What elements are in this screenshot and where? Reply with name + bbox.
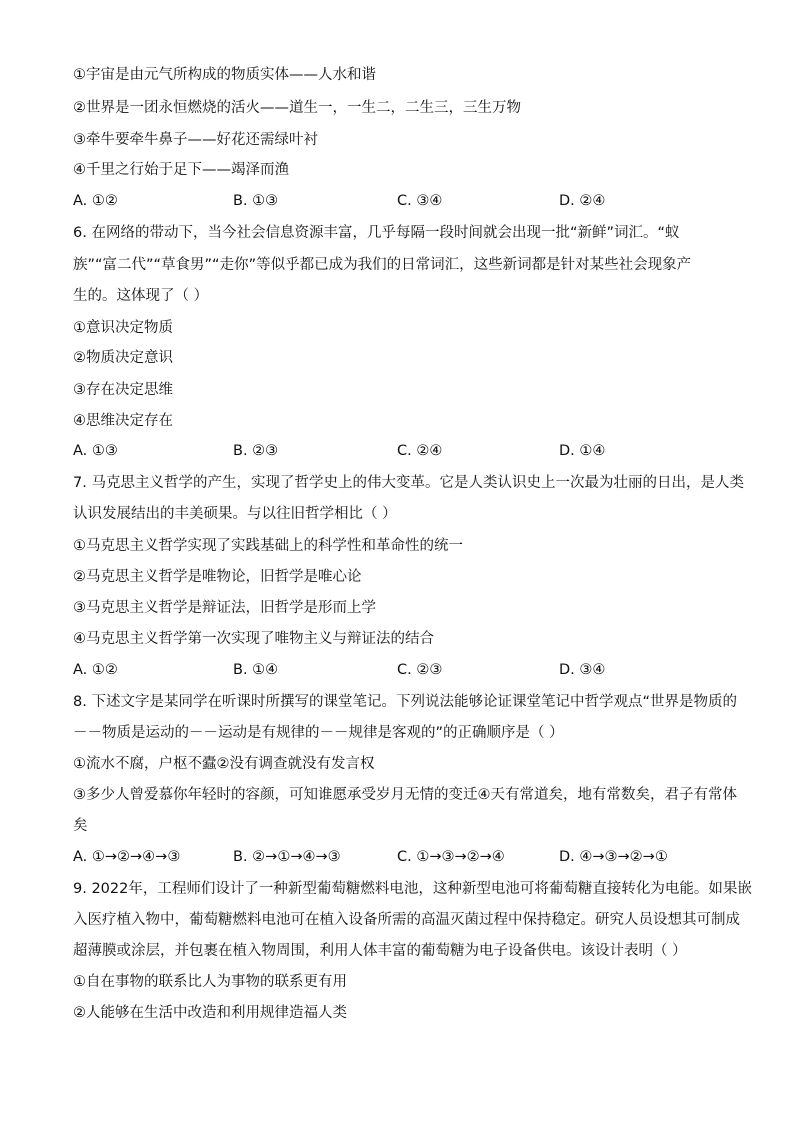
- q8-item-2: ③多少人曾爱慕你年轻时的容颜，可知谁愿承受岁月无情的变迁④天有常道矣，地有常数矣，君子有常体: [73, 787, 737, 803]
- q6-stem-line-2: 族”“富二代”“草食男”“走你”等似乎都已成为我们的日常词汇，这些新词都是针对某些社会现象产: [73, 257, 692, 273]
- q5-option-b: B. ①③: [233, 193, 279, 209]
- q7-item-4: ④马克思主义哲学第一次实现了唯物主义与辩证法的结合: [73, 631, 434, 647]
- q7-option-c: C. ②③: [397, 662, 443, 678]
- q7-stem-line-2: 认识发展结出的丰美硕果。与以往旧哲学相比（ ）: [73, 506, 397, 522]
- q6-item-1: ①意识决定物质: [73, 320, 173, 336]
- q8-option-c: C. ①→③→②→④: [397, 849, 505, 865]
- q7-stem-line-1: 7. 马克思主义哲学的产生，实现了哲学史上的伟大变革。它是人类认识史上一次最为壮丽的日出，是人类: [73, 475, 744, 491]
- q6-item-4: ④思维决定存在: [73, 413, 173, 429]
- q7-option-b: B. ①④: [233, 662, 279, 678]
- q7-options: [73, 660, 713, 680]
- q6-stem-line-3: 生的。这体现了（ ）: [73, 288, 209, 304]
- q5-option-d: D. ②④: [559, 193, 606, 209]
- q7-option-a: A. ①②: [73, 662, 118, 678]
- q5-option-c: C. ③④: [397, 193, 443, 209]
- q8-item-1: ①流水不腐，户枢不蠹②没有调查就没有发言权: [73, 756, 375, 772]
- q8-stem-line-1: 8. 下述文字是某同学在听课时所撰写的课堂笔记。下列说法能够论证课堂笔记中哲学观点“世界是物质的: [73, 694, 737, 710]
- q7-item-2: ②马克思主义哲学是唯物论，旧哲学是唯心论: [73, 569, 362, 585]
- q9-stem-line-1: 9. 2022年，工程师们设计了一种新型葡萄糖燃料电池，这种新型电池可将葡萄糖直接转化为电能。如果嵌: [73, 881, 752, 897]
- q6-option-c: C. ②④: [397, 443, 443, 459]
- q8-item-2-cont: 矣: [73, 818, 88, 834]
- q5-item-3: ③牵牛要牵牛鼻子——好花还需绿叶衬: [73, 132, 318, 148]
- q7-option-d: D. ③④: [559, 662, 606, 678]
- q8-options: [73, 847, 713, 867]
- q5-item-4: ④千里之行始于足下——竭泽而渔: [73, 162, 289, 178]
- q6-options: [73, 441, 713, 461]
- q5-options: [73, 191, 713, 211]
- q9-stem-line-3: 超薄膜或涂层，并包裹在植入物周围，利用人体丰富的葡萄糖为电子设备供电。该设计表明（ ）: [73, 943, 687, 959]
- q9-item-1: ①自在事物的联系比人为事物的联系更有用: [73, 974, 347, 990]
- q8-option-b: B. ②→①→④→③: [233, 849, 341, 865]
- q6-stem-line-1: 6. 在网络的带动下，当今社会信息资源丰富，几乎每隔一段时间就会出现一批“新鲜”词汇。“蚁: [73, 225, 680, 241]
- q8-option-a: A. ①→②→④→③: [73, 849, 181, 865]
- q9-stem-line-2: 入医疗植入物中，葡萄糖燃料电池可在植入设备所需的高温灭菌过程中保持稳定。研究人员设想其可制成: [73, 912, 740, 928]
- q7-item-3: ③马克思主义哲学是辩证法，旧哲学是形而上学: [73, 600, 376, 616]
- q6-item-2: ②物质决定意识: [73, 350, 173, 366]
- q6-item-3: ③存在决定思维: [73, 382, 173, 398]
- q6-option-d: D. ①④: [559, 443, 606, 459]
- q5-item-1: ①宇宙是由元气所构成的物质实体——人水和谐: [73, 67, 376, 83]
- q6-option-a: A. ①③: [73, 443, 118, 459]
- q5-option-a: A. ①②: [73, 193, 118, 209]
- q9-item-2: ②人能够在生活中改造和利用规律造福人类: [73, 1005, 347, 1021]
- q7-item-1: ①马克思主义哲学实现了实践基础上的科学性和革命性的统一: [73, 538, 463, 554]
- q8-option-d: D. ④→③→②→①: [559, 849, 668, 865]
- q5-item-2: ②世界是一团永恒燃烧的活火——道生一，一生二，二生三，三生万物: [73, 100, 521, 116]
- q8-stem-line-2: －－物质是运动的－－运动是有规律的－－规律是客观的”的正确顺序是（ ）: [73, 725, 564, 741]
- q6-option-b: B. ②③: [233, 443, 279, 459]
